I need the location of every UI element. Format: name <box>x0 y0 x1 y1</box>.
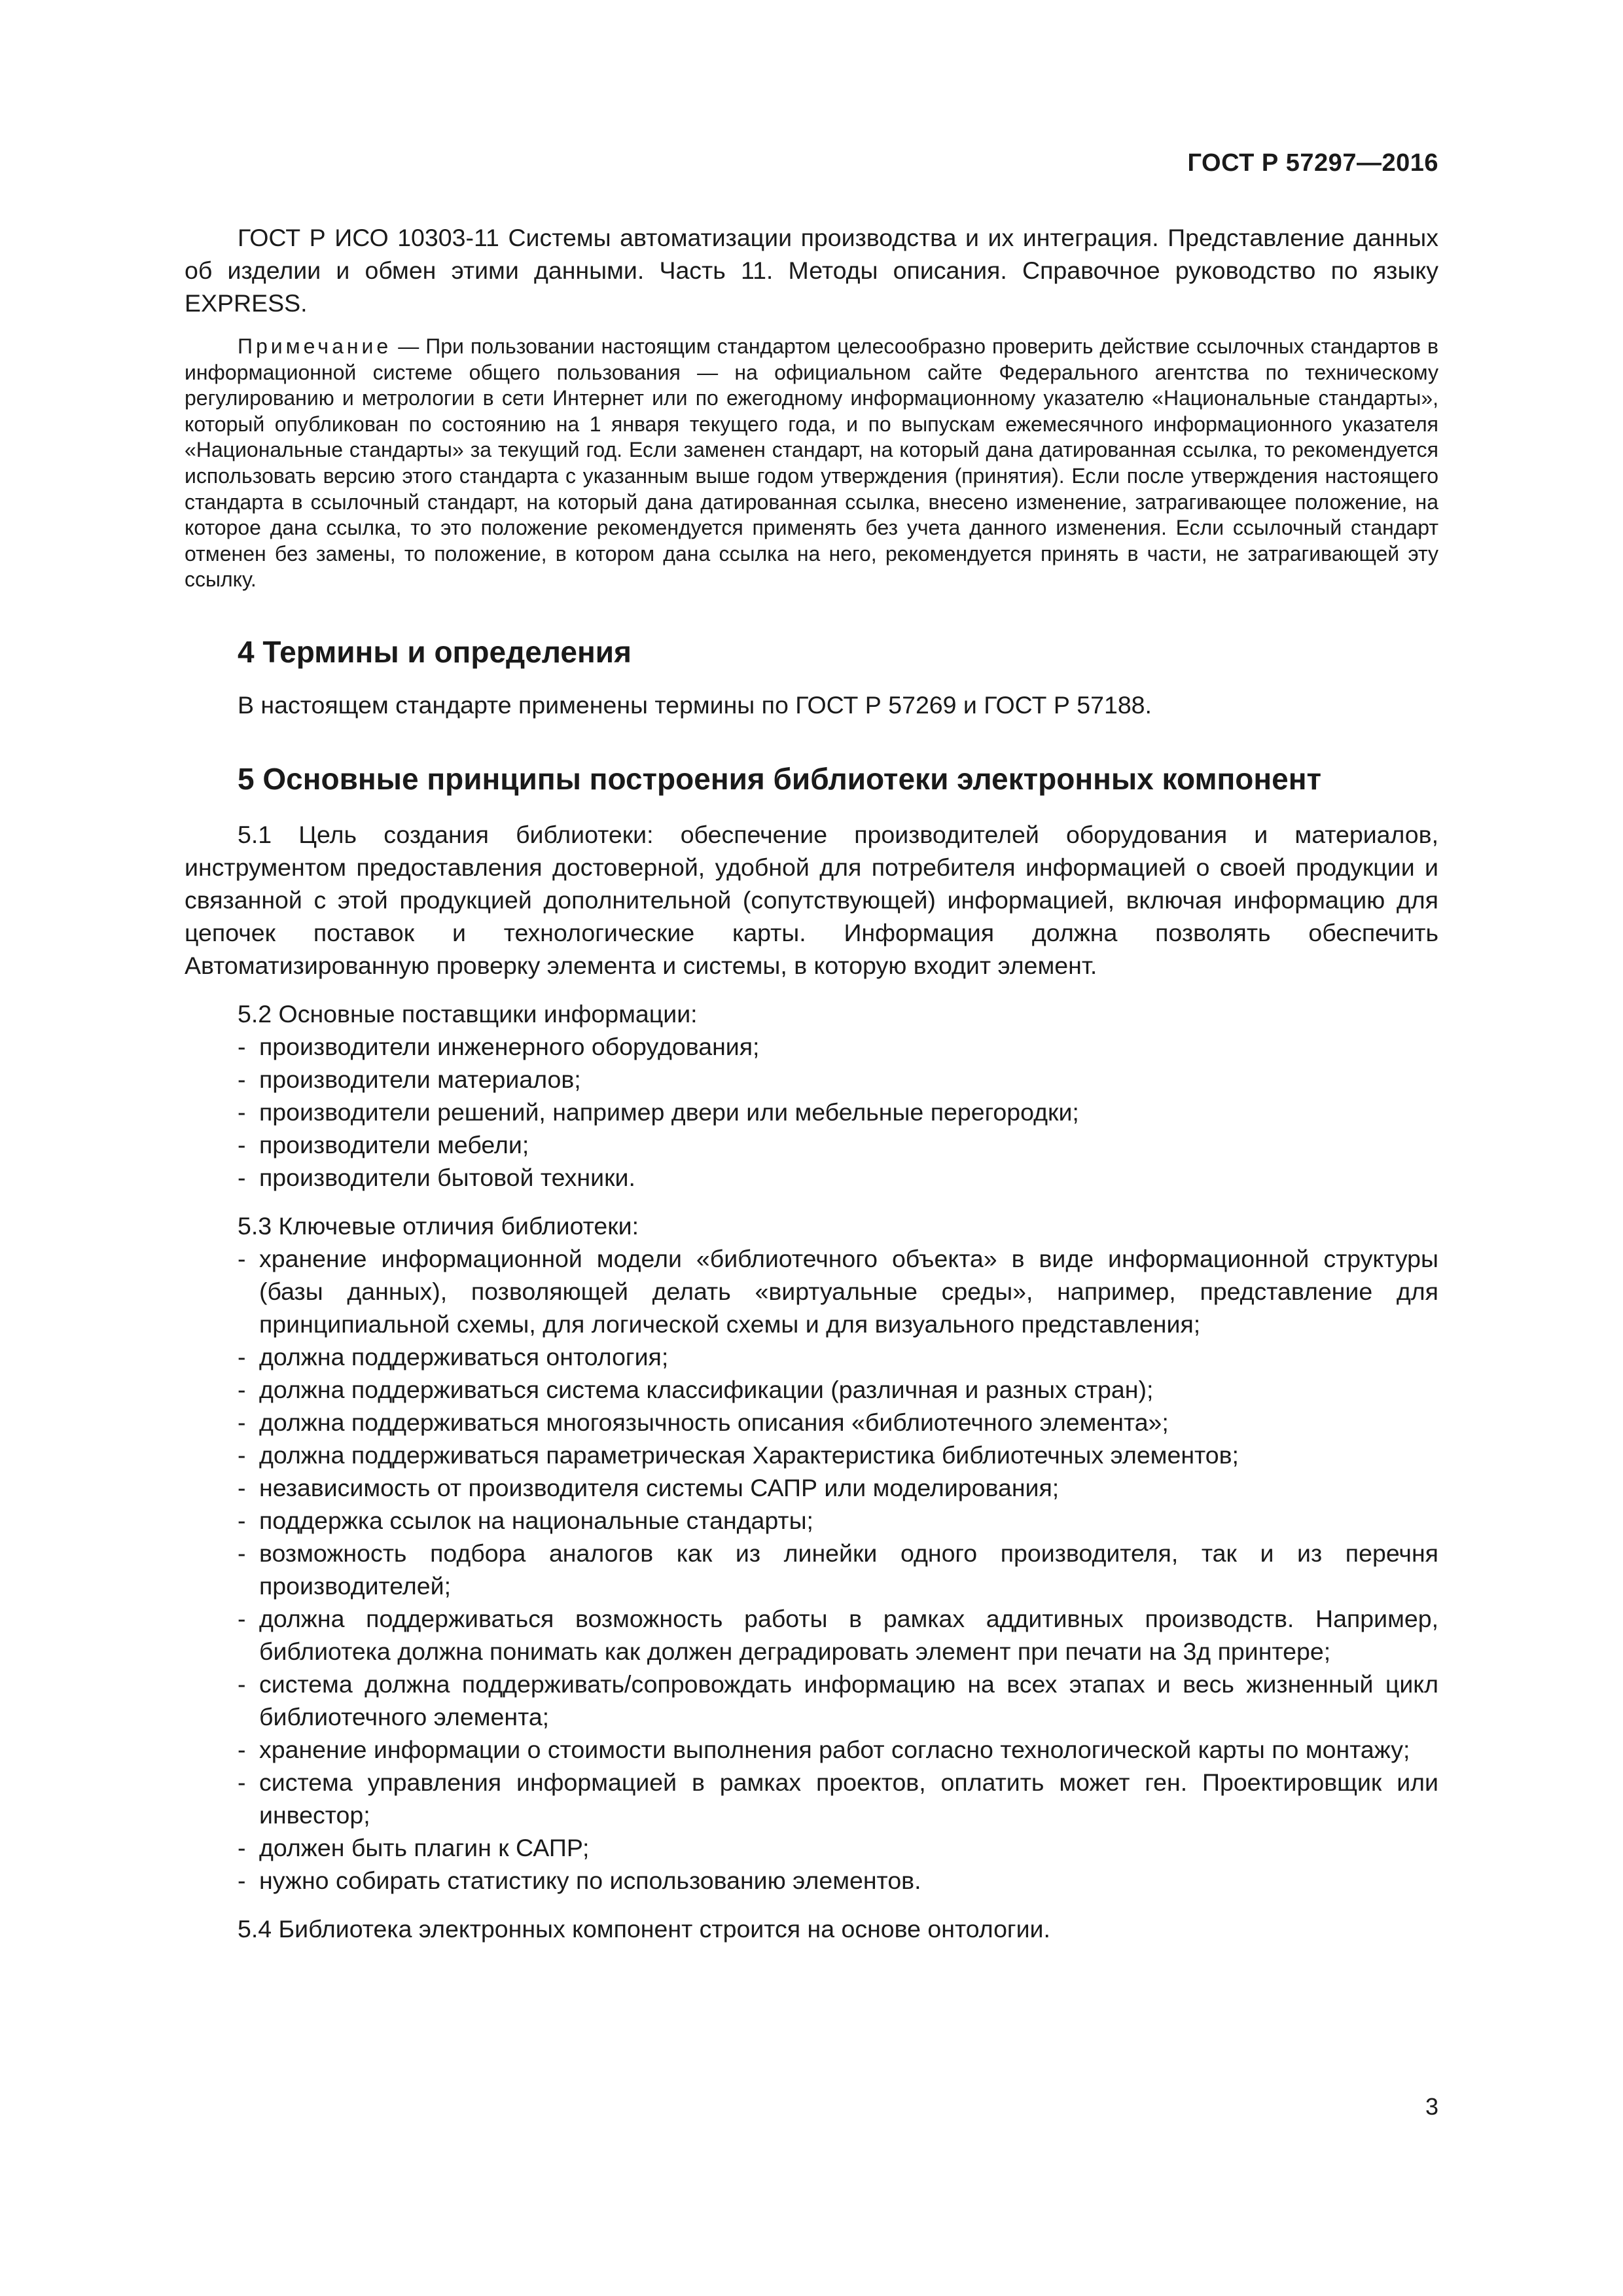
list-item: - производители инженерного оборудования; <box>185 1030 1438 1063</box>
page-content <box>185 221 1438 1945</box>
list-item: - нужно собирать статистику по использованию элементов. <box>185 1864 1438 1897</box>
note-label: Примечание <box>238 334 392 358</box>
page-number: 3 <box>1425 2093 1438 2120</box>
note-paragraph <box>185 334 1438 593</box>
section-4-heading: 4 Термины и определения <box>238 634 632 669</box>
list-item: - система управления информацией в рамках проектов, оплатить может ген. Проектировщик или инвестор; <box>185 1766 1438 1831</box>
reference-entry: ГОСТ Р ИСО 10303-11 Системы автоматизации производства и их интеграция. Представление данных об изделии и обмен этими данными. Часть 11. Методы описания. Справочное руководство по языку EXPRESS. <box>185 224 1438 317</box>
section-5-heading: 5 Основные принципы построения библиотеки электронных компонент <box>238 761 1322 796</box>
clause-5-3-list <box>185 1242 1438 1897</box>
list-item: - хранение информации о стоимости выполнения работ согласно технологической карты по монтажу; <box>185 1733 1438 1766</box>
clause-5-3-label: 5.3 Ключевые отличия библиотеки: <box>238 1211 639 1240</box>
list-item: - должна поддерживаться параметрическая Характеристика библиотечных элементов; <box>185 1439 1438 1471</box>
list-item: - должна поддерживаться многоязычность описания «библиотечного элемента»; <box>185 1406 1438 1439</box>
list-item: - производители бытовой техники. <box>185 1161 1438 1194</box>
list-item: - должна поддерживаться система классификации (различная и разных стран); <box>185 1373 1438 1406</box>
list-item: - должна поддерживаться возможность работы в рамках аддитивных производств. Например, библиотека должна понимать как должен деградировать элемент при печати на 3д принтере; <box>185 1602 1438 1668</box>
list-item: - система должна поддерживать/сопровождать информацию на всех этапах и весь жизненный цикл библиотечного элемента; <box>185 1668 1438 1733</box>
list-item: - должен быть плагин к САПР; <box>185 1831 1438 1864</box>
list-item: - возможность подбора аналогов как из линейки одного производителя, так и из перечня производителей; <box>185 1537 1438 1602</box>
list-item: - производители материалов; <box>185 1063 1438 1096</box>
list-item: - хранение информационной модели «библиотечного объекта» в виде информационной структуры (базы данных), позволяющей делать «виртуальные среды», например, представление для принципиальной схемы, для логической схемы и для визуального представления; <box>185 1242 1438 1340</box>
section-4-text: В настоящем стандарте применены термины по ГОСТ Р 57269 и ГОСТ Р 57188. <box>238 691 1152 719</box>
list-item: - независимость от производителя системы САПР или моделирования; <box>185 1471 1438 1504</box>
list-item: - должна поддерживаться онтология; <box>185 1340 1438 1373</box>
list-item: - производители решений, например двери или мебельные перегородки; <box>185 1096 1438 1128</box>
list-item: - производители мебели; <box>185 1128 1438 1161</box>
clause-5-4: 5.4 Библиотека электронных компонент строится на основе онтологии. <box>238 1914 1050 1943</box>
document-code: ГОСТ Р 57297—2016 <box>1187 149 1438 177</box>
clause-5-1: 5.1 Цель создания библиотеки: обеспечение производителей оборудования и материалов, инструментом предоставления достоверной, удобной для потребителя информацией о своей продукции и связанной с этой продукцией дополнительной (сопутствующей) информацией, включая информацию для цепочек поставок и технологические карты. Информация должна позволять обеспечить Автоматизированную проверку элемента и системы, в которую входит элемент. <box>185 820 1438 979</box>
list-item: - поддержка ссылок на национальные стандарты; <box>185 1504 1438 1537</box>
clause-5-2-label: 5.2 Основные поставщики информации: <box>238 999 698 1028</box>
note-text: При пользовании настоящим стандартом целесообразно проверить действие ссылочных стандартов в информационной системе общего пользования — на официальном сайте Федерального агентства по техническому регулированию и метрологии в сети Интернет или по ежегодному информационному указателю «Национальные стандарты», который опубликован по состоянию на 1 января текущего года, и по выпускам ежемесячного информационного указателя «Национальные стандарты» за текущий год. Если заменен стандарт, на который дана датированная ссылка, то рекомендуется использовать версию этого стандарта с указанным выше годом утверждения (принятия). Если после утверждения настоящего стандарта в ссылочный стандарт, на который дана датированная ссылка, внесено изменение, затрагивающее положение, на которое дана ссылка, то это положение рекомендуется применять без учета данного изменения. Если ссылочный стандарт отменен без замены, то положение, в котором дана ссылка на него, рекомендуется принять в части, не затрагивающей эту ссылку. <box>185 334 1439 592</box>
clause-5-2-list <box>185 1030 1438 1194</box>
note-dash: — <box>391 334 426 358</box>
